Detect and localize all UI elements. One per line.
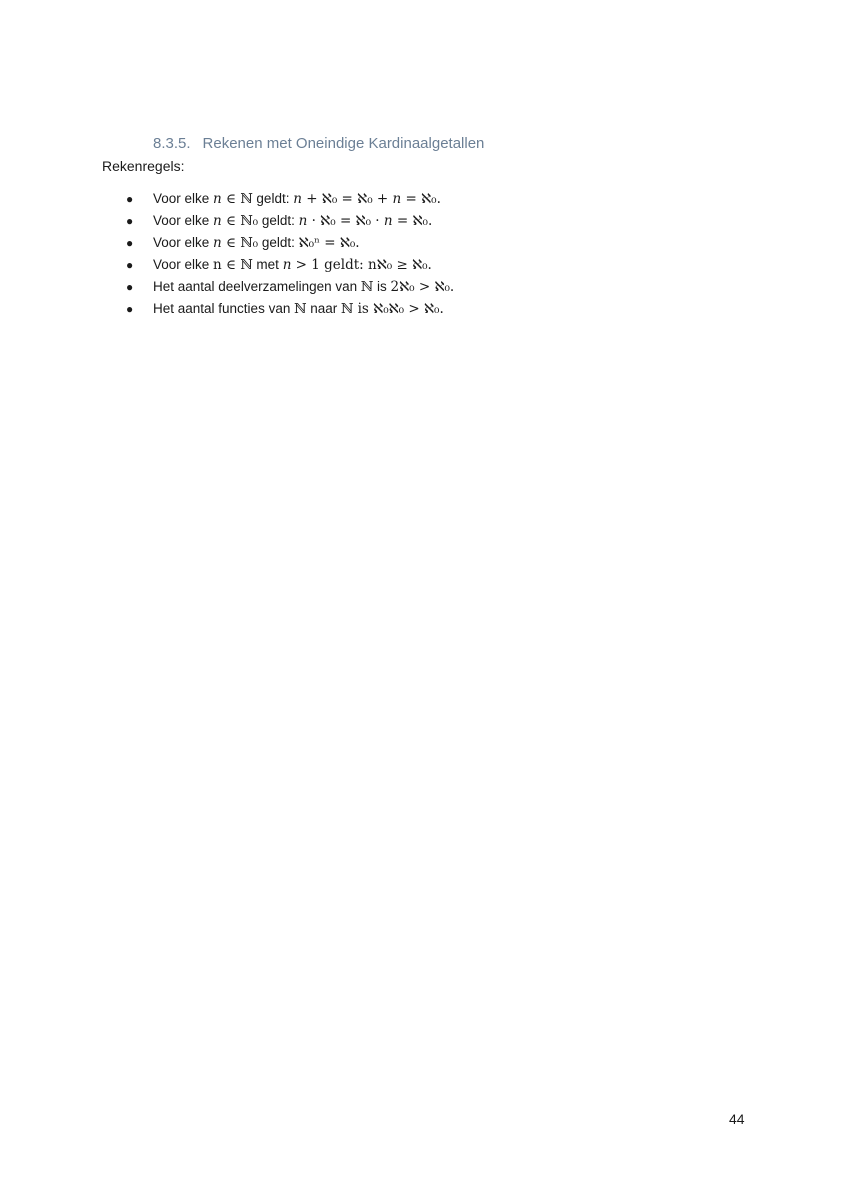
list-item: ● Voor elke n ∈ ℕ met 𝑛 > 1 geldt: nℵ₀ ≥ ℵ₀. [102, 254, 454, 276]
list-item: ● Het aantal deelverzamelingen van ℕ is 2ℵ₀ > ℵ₀. [102, 276, 454, 298]
bullet-icon: ● [126, 214, 134, 228]
list-item: ● Voor elke 𝑛 ∈ ℕ₀ geldt: 𝑛 · ℵ₀ = ℵ₀ · 𝑛 = ℵ₀. [102, 210, 454, 232]
bullet-icon: ● [126, 302, 134, 316]
intro-label: Rekenregels: [102, 158, 185, 174]
bullet-icon: ● [126, 192, 134, 206]
section-heading [153, 135, 484, 152]
rules-list [102, 188, 454, 320]
list-item: ● Het aantal functies van ℕ naar ℕ is ℵ₀ℵ₀ > ℵ₀. [102, 298, 454, 320]
list-item: ● Voor elke 𝑛 ∈ ℕ₀ geldt: ℵ₀ⁿ = ℵ₀. [102, 232, 454, 254]
list-item: ● Voor elke 𝑛 ∈ ℕ geldt: 𝑛 + ℵ₀ = ℵ₀ + 𝑛 = ℵ₀. [102, 188, 454, 210]
section-number: 8.3.5. [153, 135, 191, 152]
page-number: 44 [729, 1111, 745, 1127]
bullet-icon: ● [126, 258, 134, 272]
bullet-icon: ● [126, 280, 134, 294]
section-title: Rekenen met Oneindige Kardinaalgetallen [202, 135, 485, 152]
bullet-icon: ● [126, 236, 134, 250]
